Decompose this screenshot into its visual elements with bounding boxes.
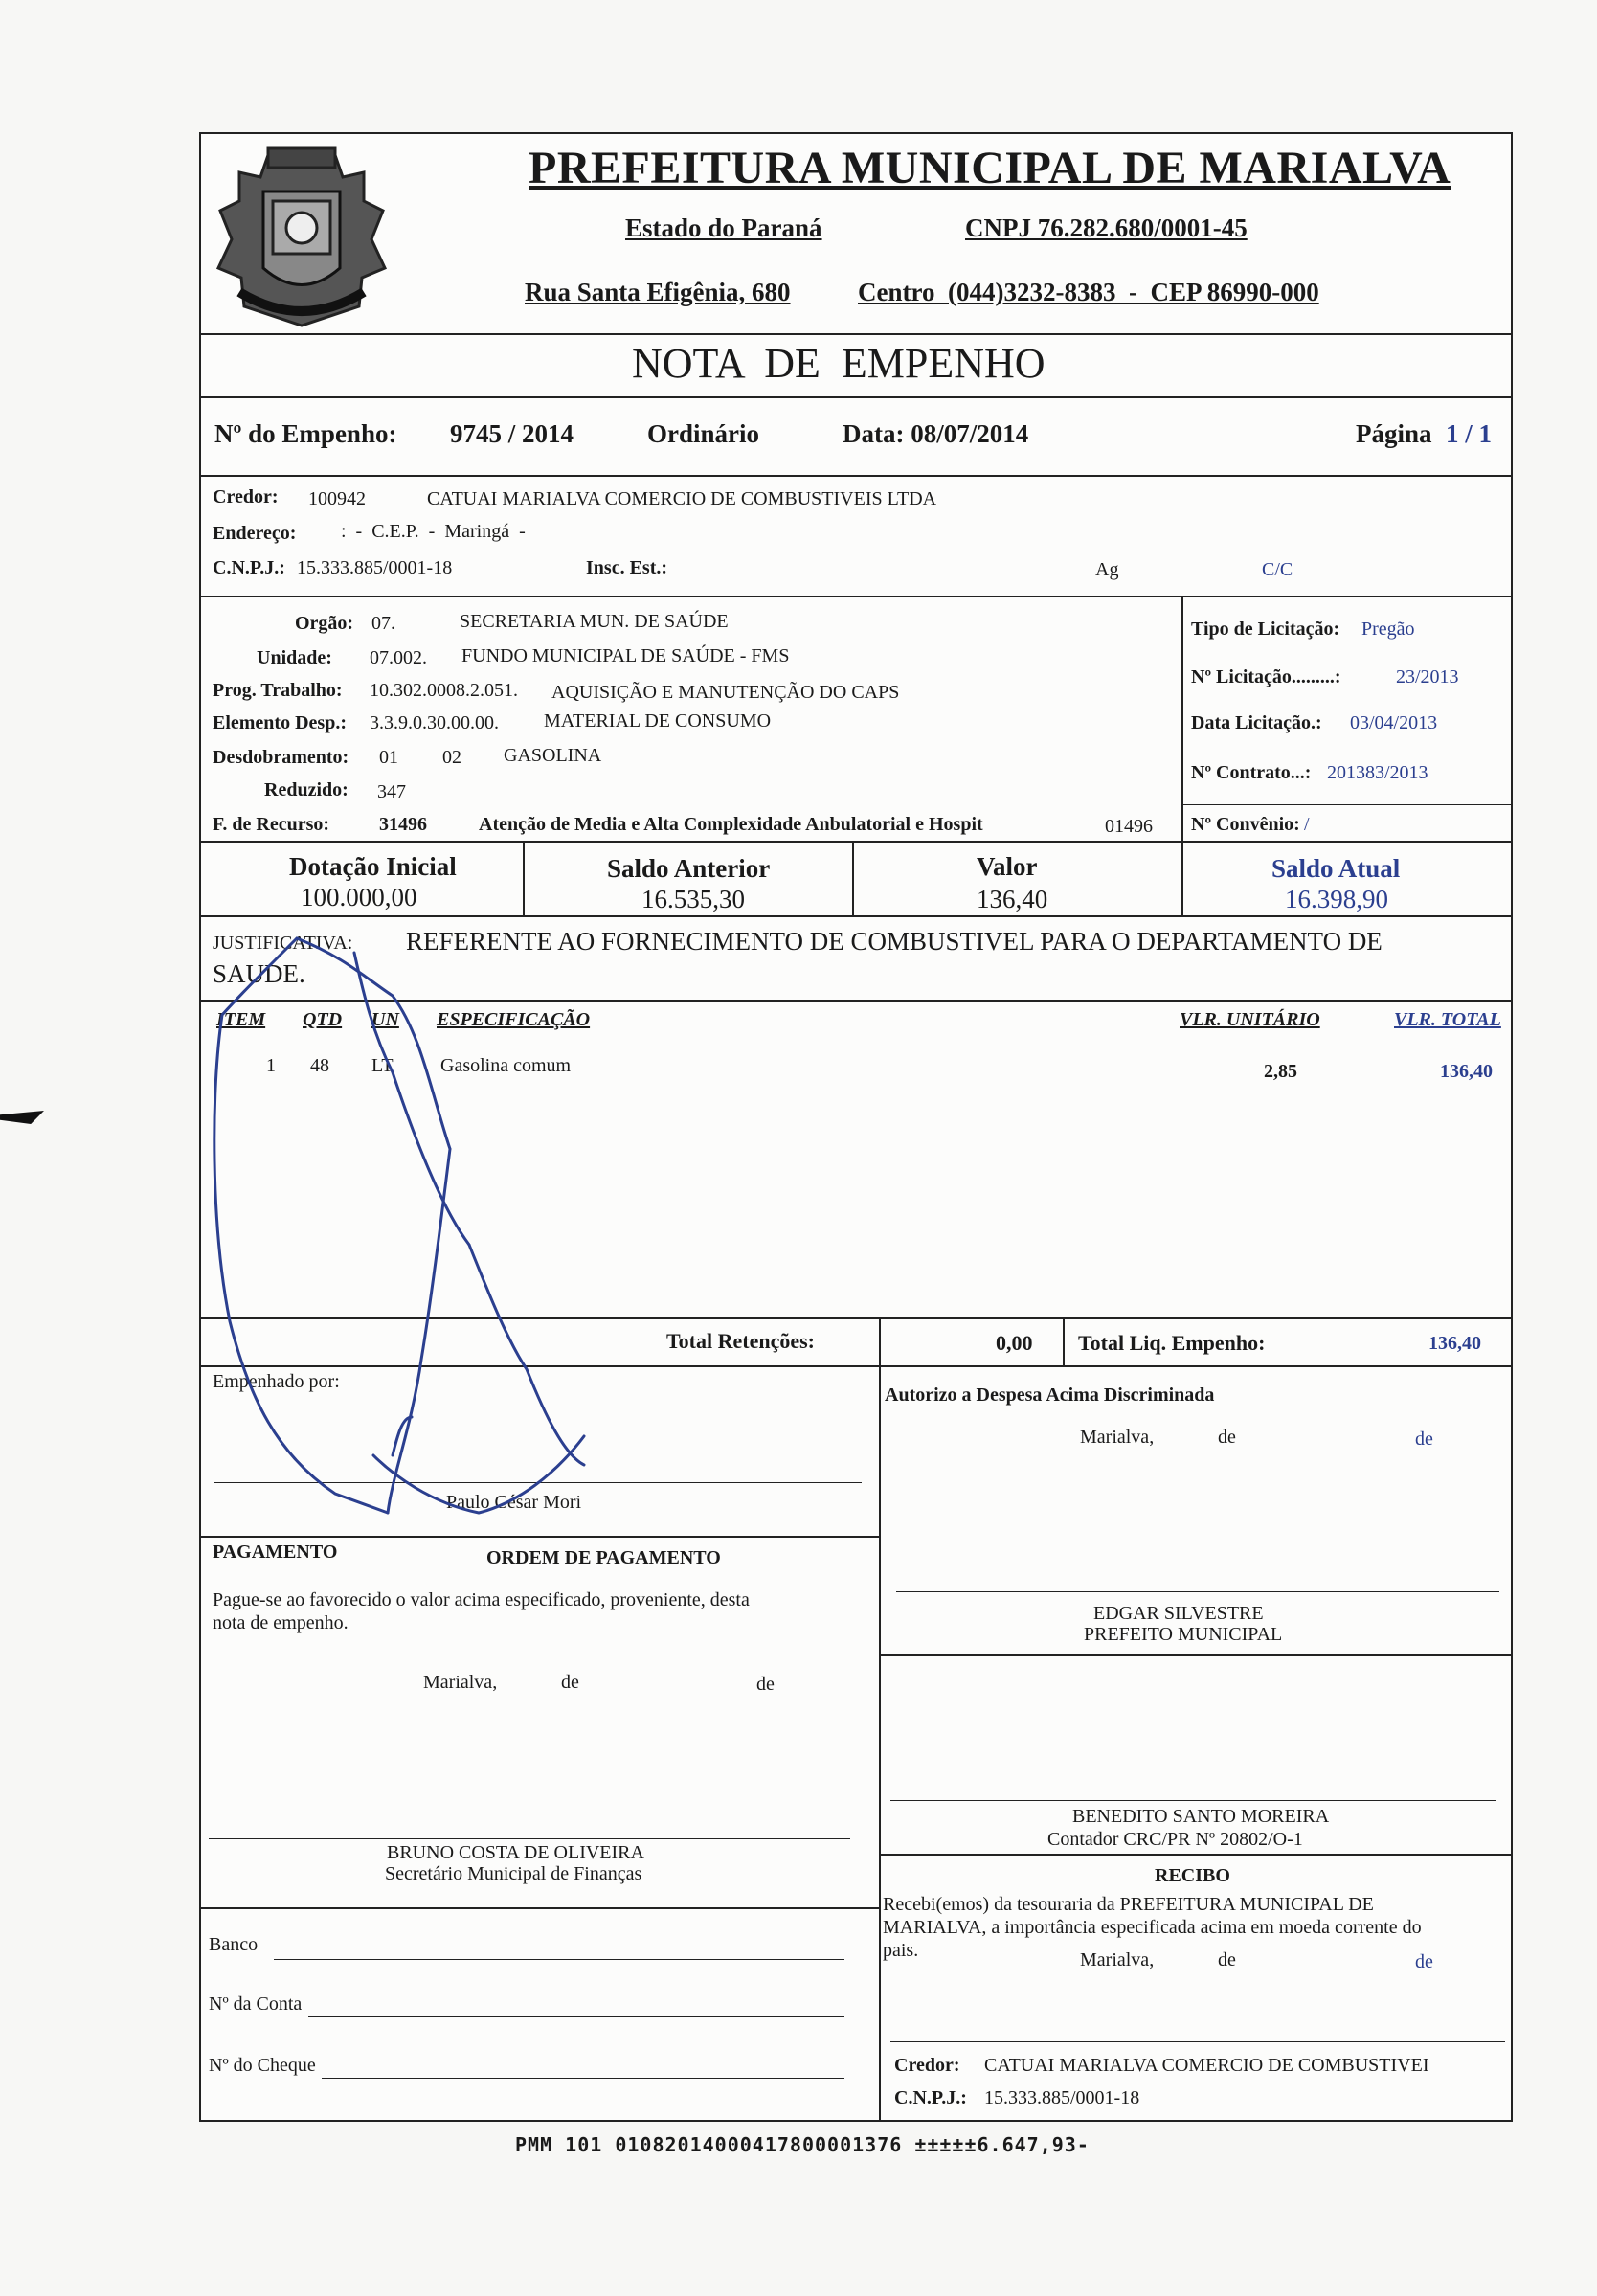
ag-label: Ag — [1095, 559, 1119, 580]
contador-name: BENEDITO SANTO MOREIRA — [1072, 1806, 1330, 1827]
elemento-code: 3.3.9.0.30.00.00. — [370, 712, 499, 733]
page-number: 1 / 1 — [1446, 419, 1493, 448]
col-un: UN — [371, 1009, 399, 1030]
recibo-de-2: de — [1415, 1951, 1433, 1972]
desdobramento-a: 01 — [379, 747, 398, 768]
recibo-cnpj: 15.333.885/0001-18 — [984, 2087, 1140, 2108]
secretario-role: Secretário Municipal de Finanças — [385, 1863, 642, 1884]
empenhado-label: Empenhado por: — [213, 1371, 340, 1392]
desdobramento-name: GASOLINA — [504, 745, 602, 766]
credor-code: 100942 — [308, 488, 366, 509]
recibo-credor-label: Credor: — [894, 2055, 960, 2076]
prog-code: 10.302.0008.2.051. — [370, 680, 518, 701]
recibo-credor: CATUAI MARIALVA COMERCIO DE COMBUSTIVEI — [984, 2055, 1429, 2076]
tipo-licitacao-label: Tipo de Licitação: — [1191, 619, 1340, 640]
orgao-label: Orgão: — [295, 613, 354, 634]
recibo-cnpj-label: C.N.P.J.: — [894, 2087, 967, 2108]
page-label: Página — [1356, 419, 1432, 448]
prefeito-role: PREFEITO MUNICIPAL — [1084, 1624, 1283, 1645]
contrato: 201383/2013 — [1327, 762, 1428, 783]
valor-label: Valor — [977, 852, 1038, 881]
empenho-number-label: Nº do Empenho: — [214, 419, 397, 448]
autorizo-de-2: de — [1415, 1429, 1433, 1450]
banco-label: Banco — [209, 1934, 259, 1955]
empenho-date: Data: 08/07/2014 — [843, 419, 1029, 448]
insc-label: Insc. Est.: — [586, 557, 668, 578]
recibo-text-1: Recebi(emos) da tesouraria da PREFEITURA MUNICIPAL DE — [883, 1894, 1374, 1915]
empenhado-name: Paulo César Mori — [446, 1492, 582, 1513]
pagamento-place: Marialva, — [423, 1672, 498, 1693]
saldo-atual: 16.398,90 — [1285, 885, 1388, 913]
credor-address: : - C.E.P. - Maringá - — [341, 521, 526, 542]
scan-mark — [0, 1111, 44, 1124]
item-espec: Gasolina comum — [440, 1055, 572, 1076]
recibo-text-3: pais. — [883, 1940, 919, 1961]
credor-label: Credor: — [213, 486, 279, 507]
col-item: ITEM — [216, 1009, 266, 1030]
total-liquido-label: Total Liq. Empenho: — [1078, 1331, 1266, 1355]
item-total-value: 136,40 — [1440, 1061, 1493, 1082]
item-unit-value: 2,85 — [1264, 1061, 1297, 1082]
autorizo-place: Marialva, — [1080, 1427, 1155, 1448]
fonte-name: Atenção de Media e Alta Complexidade Anbulatorial e Hospit — [479, 814, 983, 835]
prog-label: Prog. Trabalho: — [213, 680, 343, 701]
unidade-code: 07.002. — [370, 647, 427, 668]
autorizo-label: Autorizo a Despesa Acima Discriminada — [885, 1384, 1215, 1406]
credor-cnpj: 15.333.885/0001-18 — [297, 557, 453, 578]
col-qtd: QTD — [303, 1009, 343, 1030]
col-unit: VLR. UNITÁRIO — [1180, 1009, 1320, 1030]
item-un: LT — [371, 1055, 394, 1076]
item-qtd: 48 — [310, 1055, 329, 1076]
saldo-anterior: 16.535,30 — [641, 885, 745, 913]
pagamento-de-2: de — [756, 1674, 775, 1695]
fonte-code: 31496 — [379, 814, 427, 835]
desdobramento-b: 02 — [442, 747, 461, 768]
cnpj: CNPJ 76.282.680/0001-45 — [965, 214, 1248, 242]
elemento-name: MATERIAL DE CONSUMO — [544, 710, 772, 732]
pagamento-de-1: de — [561, 1672, 579, 1693]
col-espec: ESPECIFICAÇÃO — [437, 1009, 591, 1030]
pagamento-text-2: nota de empenho. — [213, 1612, 349, 1633]
data-licitacao-label: Data Licitação.: — [1191, 712, 1322, 733]
recibo-title: RECIBO — [1155, 1865, 1230, 1886]
ordem-pagamento-label: ORDEM DE PAGAMENTO — [486, 1547, 721, 1568]
justificativa-text-2: SAUDE. — [213, 959, 305, 988]
document-type: NOTA DE EMPENHO — [632, 340, 1046, 387]
state-name: Estado do Paraná — [625, 214, 822, 242]
autorizo-de-1: de — [1218, 1427, 1236, 1448]
dotacao-inicial: 100.000,00 — [301, 883, 417, 912]
fonte-number: 01496 — [1105, 816, 1153, 837]
pagamento-text-1: Pague-se ao favorecido o valor acima especificado, proveniente, desta — [213, 1589, 750, 1610]
orgao-name: SECRETARIA MUN. DE SAÚDE — [460, 611, 729, 632]
num-licitacao: 23/2013 — [1396, 666, 1459, 687]
prog-name: AQUISIÇÃO E MANUTENÇÃO DO CAPS — [551, 682, 900, 703]
cc-label: C/C — [1262, 559, 1293, 580]
total-retencoes: 0,00 — [996, 1331, 1033, 1355]
saldo-atual-label: Saldo Atual — [1271, 854, 1401, 883]
orgao-code: 07. — [371, 613, 395, 634]
convenio: / — [1304, 814, 1310, 835]
prefeito-name: EDGAR SILVESTRE — [1093, 1603, 1264, 1624]
cnpj-label: C.N.P.J.: — [213, 557, 285, 578]
credor-name: CATUAI MARIALVA COMERCIO DE COMBUSTIVEIS LTDA — [427, 488, 937, 509]
elemento-label: Elemento Desp.: — [213, 712, 347, 733]
saldo-anterior-label: Saldo Anterior — [607, 854, 771, 883]
reduzido-code: 347 — [377, 781, 406, 802]
page-title: PREFEITURA MUNICIPAL DE MARIALVA — [529, 143, 1451, 193]
total-liquido: 136,40 — [1428, 1333, 1481, 1354]
empenho-kind: Ordinário — [647, 419, 760, 448]
handwritten-signature — [201, 843, 871, 1656]
coat-of-arms-icon — [201, 134, 402, 340]
address: Rua Santa Efigênia, 680 — [525, 278, 791, 306]
data-licitacao: 03/04/2013 — [1350, 712, 1438, 733]
cheque-label: Nº do Cheque — [209, 2055, 316, 2076]
col-total: VLR. TOTAL — [1394, 1009, 1501, 1030]
contador-role: Contador CRC/PR Nº 20802/O-1 — [1047, 1829, 1303, 1850]
convenio-label: Nº Convênio: — [1191, 814, 1300, 835]
empenho-document — [199, 132, 1513, 2122]
footer-code: PMM 101 01082014000417800001376 ±±±±±6.647,93- — [515, 2133, 1090, 2156]
valor: 136,40 — [977, 885, 1048, 913]
unidade-name: FUNDO MUNICIPAL DE SAÚDE - FMS — [461, 645, 790, 666]
contrato-label: Nº Contrato...: — [1191, 762, 1312, 783]
recibo-place: Marialva, — [1080, 1949, 1155, 1970]
dotacao-inicial-label: Dotação Inicial — [289, 852, 457, 881]
justificativa-text-1: REFERENTE AO FORNECIMENTO DE COMBUSTIVEL PARA O DEPARTAMENTO DE — [406, 927, 1383, 956]
address-rest: Centro (044)3232-8383 - CEP 86990-000 — [858, 278, 1319, 306]
item-number: 1 — [266, 1055, 276, 1076]
reduzido-label: Reduzido: — [264, 779, 349, 800]
fonte-label: F. de Recurso: — [213, 814, 330, 835]
conta-label: Nº da Conta — [209, 1993, 303, 2015]
recibo-de-1: de — [1218, 1949, 1236, 1970]
desdobramento-label: Desdobramento: — [213, 747, 349, 768]
address-label: Endereço: — [213, 523, 297, 544]
empenho-number: 9745 / 2014 — [450, 419, 574, 448]
tipo-licitacao: Pregão — [1361, 619, 1415, 640]
num-licitacao-label: Nº Licitação.........: — [1191, 666, 1341, 687]
recibo-text-2: MARIALVA, a importância especificada acima em moeda corrente do — [883, 1917, 1422, 1938]
unidade-label: Unidade: — [257, 647, 332, 668]
pagamento-label: PAGAMENTO — [213, 1542, 338, 1563]
secretario-name: BRUNO COSTA DE OLIVEIRA — [387, 1842, 644, 1863]
total-retencoes-label: Total Retenções: — [666, 1329, 815, 1353]
justificativa-label: JUSTIFICATIVA: — [213, 933, 353, 954]
